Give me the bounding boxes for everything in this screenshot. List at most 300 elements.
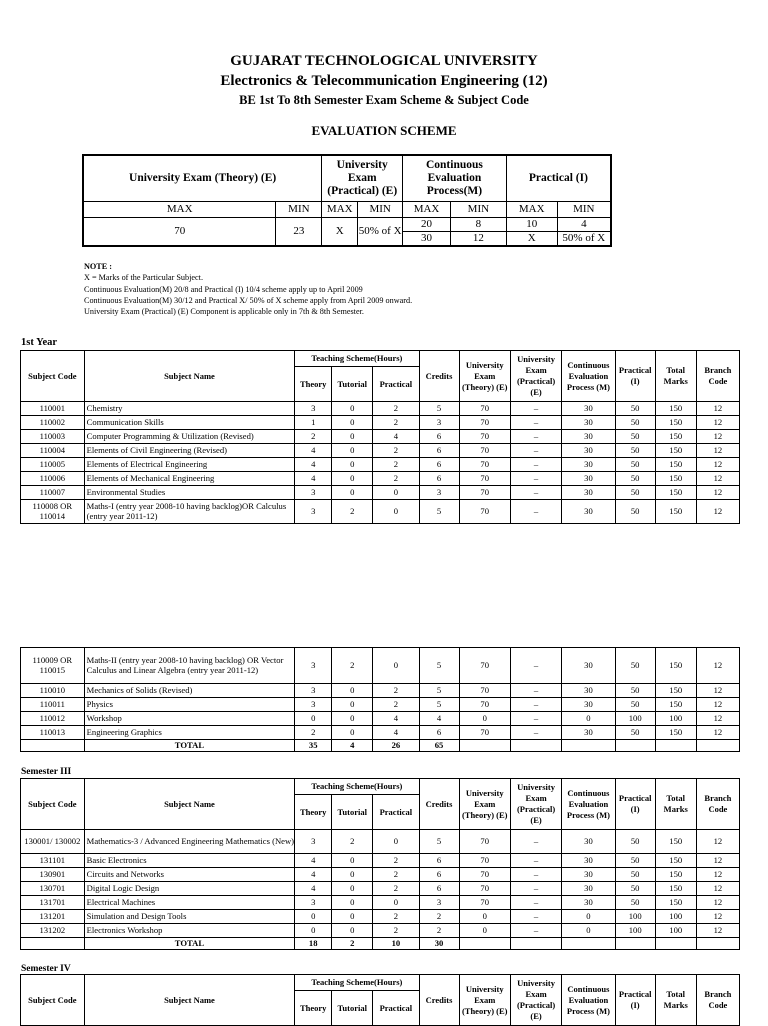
total-row <box>21 740 740 752</box>
theory-hours: 4 <box>295 868 332 882</box>
eval-max-label: MAX <box>506 201 557 217</box>
blank-cell <box>510 740 561 752</box>
table-row <box>21 472 740 486</box>
theory-hours: 4 <box>295 854 332 868</box>
evaluation-scheme-heading: EVALUATION SCHEME <box>311 123 457 138</box>
total-credits: 30 <box>419 938 459 950</box>
theory-hours: 2 <box>295 726 332 740</box>
header-practical-i: Practical (I) <box>615 975 655 1026</box>
credits: 6 <box>419 444 459 458</box>
header-tutorial: Tutorial <box>332 367 373 402</box>
theory-hours: 3 <box>295 698 332 712</box>
practical-hours: 2 <box>373 684 419 698</box>
note-line: Continuous Evaluation(M) 20/8 and Practical (I) 10/4 scheme apply up to April 2009 <box>84 284 363 294</box>
tutorial-hours: 0 <box>332 416 373 430</box>
branch-code: 12 <box>696 416 739 430</box>
branch-code: 12 <box>696 726 739 740</box>
header-practical: Practical <box>373 367 419 402</box>
total-marks: 150 <box>655 472 696 486</box>
cep-marks: 30 <box>562 830 615 854</box>
table-row <box>21 830 740 854</box>
practical-hours: 0 <box>373 500 419 524</box>
subject-code: 131101 <box>21 854 85 868</box>
subject-code: 130701 <box>21 882 85 896</box>
credits: 5 <box>419 698 459 712</box>
first-year-table <box>20 350 740 524</box>
eval-cep-min-2: 12 <box>450 231 506 246</box>
ue-theory-marks: 0 <box>459 712 510 726</box>
subject-name: Communication Skills <box>84 416 295 430</box>
scheme-title: BE 1st To 8th Semester Exam Scheme & Subject Code <box>239 93 529 107</box>
eval-header-continuous: Continuous Evaluation Process(M) <box>403 155 507 201</box>
practical-marks: 100 <box>615 910 655 924</box>
ue-theory-marks: 0 <box>459 924 510 938</box>
tutorial-hours: 0 <box>332 402 373 416</box>
tutorial-hours: 0 <box>332 726 373 740</box>
practical-marks: 50 <box>615 698 655 712</box>
ue-practical-marks: – <box>510 712 561 726</box>
branch-code: 12 <box>696 486 739 500</box>
tutorial-hours: 0 <box>332 882 373 896</box>
blank-cell <box>655 938 696 950</box>
table-row <box>21 726 740 740</box>
practical-marks: 50 <box>615 896 655 910</box>
cep-marks: 30 <box>562 854 615 868</box>
header-theory: Theory <box>295 795 332 830</box>
header-ue-practical: University Exam (Practical) (E) <box>510 779 561 830</box>
header-branch-code: Branch Code <box>696 975 739 1026</box>
ue-theory-marks: 70 <box>459 444 510 458</box>
subject-code: 110009 OR 110015 <box>21 648 85 684</box>
blank-cell <box>459 740 510 752</box>
header-subject-code: Subject Code <box>21 779 85 830</box>
header-teaching-scheme: Teaching Scheme(Hours) <box>295 779 419 795</box>
total-marks: 150 <box>655 868 696 882</box>
practical-hours: 2 <box>373 698 419 712</box>
blank-cell <box>459 938 510 950</box>
university-title: GUJARAT TECHNOLOGICAL UNIVERSITY <box>230 53 538 69</box>
section-semester-4: Semester IV <box>21 964 71 974</box>
header-total-marks: Total Marks <box>655 351 696 402</box>
tutorial-hours: 2 <box>332 500 373 524</box>
subject-name: Circuits and Networks <box>84 868 295 882</box>
tutorial-hours: 0 <box>332 712 373 726</box>
practical-marks: 50 <box>615 868 655 882</box>
blank-cell <box>615 740 655 752</box>
ue-theory-marks: 70 <box>459 472 510 486</box>
tutorial-hours: 0 <box>332 698 373 712</box>
blank-cell <box>510 938 561 950</box>
table-row <box>21 882 740 896</box>
credits: 6 <box>419 854 459 868</box>
subject-code: 110005 <box>21 458 85 472</box>
cep-marks: 30 <box>562 726 615 740</box>
credits: 3 <box>419 486 459 500</box>
total-row <box>21 938 740 950</box>
tutorial-hours: 2 <box>332 830 373 854</box>
credits: 4 <box>419 712 459 726</box>
subject-name: Simulation and Design Tools <box>84 910 295 924</box>
blank-cell <box>21 938 85 950</box>
ue-practical-marks: – <box>510 500 561 524</box>
section-first-year: 1st Year <box>21 337 58 348</box>
credits: 6 <box>419 430 459 444</box>
practical-hours: 2 <box>373 472 419 486</box>
ue-theory-marks: 70 <box>459 416 510 430</box>
table-row <box>21 416 740 430</box>
eval-pr-min-2: 50% of X <box>557 231 611 246</box>
ue-practical-marks: – <box>510 430 561 444</box>
total-tutorial: 2 <box>332 938 373 950</box>
cep-marks: 0 <box>562 924 615 938</box>
credits: 5 <box>419 500 459 524</box>
blank-cell <box>21 740 85 752</box>
subject-code: 110002 <box>21 416 85 430</box>
eval-pr-max-2: X <box>506 231 557 246</box>
subject-code: 131201 <box>21 910 85 924</box>
blank-cell <box>696 740 739 752</box>
ue-practical-marks: – <box>510 416 561 430</box>
tutorial-hours: 0 <box>332 868 373 882</box>
eval-header-practical-exam: University Exam (Practical) (E) <box>322 155 403 201</box>
credits: 6 <box>419 458 459 472</box>
table-row <box>21 910 740 924</box>
eval-min-label: MIN <box>276 201 322 217</box>
cep-marks: 30 <box>562 868 615 882</box>
header-subject-code: Subject Code <box>21 351 85 402</box>
ue-theory-marks: 70 <box>459 430 510 444</box>
theory-hours: 3 <box>295 486 332 500</box>
header-cep: Continuous Evaluation Process (M) <box>562 351 615 402</box>
cep-marks: 0 <box>562 910 615 924</box>
theory-hours: 0 <box>295 910 332 924</box>
cep-marks: 30 <box>562 402 615 416</box>
tutorial-hours: 0 <box>332 896 373 910</box>
practical-marks: 50 <box>615 854 655 868</box>
subject-name: Maths-II (entry year 2008-10 having backlog) OR Vector Calculus and Linear Algebra (entry year 2011-12) <box>84 648 295 684</box>
tutorial-hours: 0 <box>332 458 373 472</box>
header-credits: Credits <box>419 351 459 402</box>
cep-marks: 30 <box>562 458 615 472</box>
total-practical: 26 <box>373 740 419 752</box>
cep-marks: 30 <box>562 444 615 458</box>
ue-practical-marks: – <box>510 402 561 416</box>
ue-practical-marks: – <box>510 882 561 896</box>
total-marks: 150 <box>655 430 696 444</box>
tutorial-hours: 0 <box>332 910 373 924</box>
ue-theory-marks: 70 <box>459 684 510 698</box>
total-credits: 65 <box>419 740 459 752</box>
theory-hours: 3 <box>295 402 332 416</box>
ue-theory-marks: 70 <box>459 896 510 910</box>
branch-code: 12 <box>696 830 739 854</box>
eval-cep-max-1: 20 <box>403 217 451 231</box>
total-marks: 150 <box>655 402 696 416</box>
header-branch-code: Branch Code <box>696 351 739 402</box>
practical-marks: 50 <box>615 486 655 500</box>
subject-code: 131202 <box>21 924 85 938</box>
eval-cep-max-2: 30 <box>403 231 451 246</box>
practical-hours: 2 <box>373 444 419 458</box>
header-subject-name: Subject Name <box>84 975 295 1026</box>
theory-hours: 4 <box>295 472 332 486</box>
header-subject-name: Subject Name <box>84 351 295 402</box>
practical-marks: 50 <box>615 458 655 472</box>
subject-name: Mechanics of Solids (Revised) <box>84 684 295 698</box>
practical-hours: 0 <box>373 830 419 854</box>
credits: 6 <box>419 472 459 486</box>
subject-name: Physics <box>84 698 295 712</box>
total-marks: 150 <box>655 896 696 910</box>
total-marks: 150 <box>655 416 696 430</box>
tutorial-hours: 0 <box>332 472 373 486</box>
total-tutorial: 4 <box>332 740 373 752</box>
credits: 5 <box>419 684 459 698</box>
cep-marks: 0 <box>562 712 615 726</box>
theory-hours: 3 <box>295 648 332 684</box>
tutorial-hours: 0 <box>332 854 373 868</box>
header-branch-code: Branch Code <box>696 779 739 830</box>
theory-hours: 3 <box>295 684 332 698</box>
cep-marks: 30 <box>562 896 615 910</box>
table-row <box>21 854 740 868</box>
cep-marks: 30 <box>562 430 615 444</box>
table-row <box>21 712 740 726</box>
branch-code: 12 <box>696 402 739 416</box>
ue-practical-marks: – <box>510 726 561 740</box>
practical-hours: 4 <box>373 430 419 444</box>
practical-hours: 2 <box>373 910 419 924</box>
note-line: Continuous Evaluation(M) 30/12 and Practical X/ 50% of X scheme apply from April 2009 onward. <box>84 295 413 305</box>
table-row <box>21 698 740 712</box>
semester-3-table <box>20 778 740 950</box>
total-marks: 150 <box>655 458 696 472</box>
practical-hours: 2 <box>373 416 419 430</box>
ue-theory-marks: 70 <box>459 726 510 740</box>
subject-name: Maths-I (entry year 2008-10 having backlog)OR Calculus (entry year 2011-12) <box>84 500 295 524</box>
total-theory: 18 <box>295 938 332 950</box>
header-tutorial: Tutorial <box>332 795 373 830</box>
ue-theory-marks: 70 <box>459 500 510 524</box>
subject-code: 110006 <box>21 472 85 486</box>
eval-pe-max: X <box>322 217 358 246</box>
table-row <box>21 402 740 416</box>
table-row <box>21 868 740 882</box>
subject-code: 110012 <box>21 712 85 726</box>
subject-name: Elements of Mechanical Engineering <box>84 472 295 486</box>
blank-cell <box>562 938 615 950</box>
ue-theory-marks: 0 <box>459 910 510 924</box>
practical-hours: 2 <box>373 402 419 416</box>
subject-code: 110008 OR 110014 <box>21 500 85 524</box>
table-row <box>21 458 740 472</box>
credits: 6 <box>419 726 459 740</box>
tutorial-hours: 0 <box>332 444 373 458</box>
header-cep: Continuous Evaluation Process (M) <box>562 975 615 1026</box>
ue-theory-marks: 70 <box>459 882 510 896</box>
credits: 3 <box>419 416 459 430</box>
ue-practical-marks: – <box>510 684 561 698</box>
theory-hours: 4 <box>295 458 332 472</box>
practical-marks: 100 <box>615 924 655 938</box>
practical-marks: 50 <box>615 472 655 486</box>
ue-practical-marks: – <box>510 854 561 868</box>
practical-marks: 50 <box>615 882 655 896</box>
header-ue-practical: University Exam (Practical) (E) <box>510 351 561 402</box>
ue-practical-marks: – <box>510 648 561 684</box>
total-marks: 150 <box>655 882 696 896</box>
table-row <box>21 924 740 938</box>
subject-code: 131701 <box>21 896 85 910</box>
tutorial-hours: 0 <box>332 430 373 444</box>
ue-practical-marks: – <box>510 910 561 924</box>
header-theory: Theory <box>295 367 332 402</box>
subject-name: Environmental Studies <box>84 486 295 500</box>
practical-hours: 4 <box>373 712 419 726</box>
practical-hours: 2 <box>373 882 419 896</box>
branch-code: 12 <box>696 648 739 684</box>
table-row <box>21 444 740 458</box>
total-marks: 150 <box>655 854 696 868</box>
note-line: University Exam (Practical) (E) Component is applicable only in 7th & 8th Semester. <box>84 307 364 317</box>
practical-marks: 50 <box>615 684 655 698</box>
header-ue-theory: University Exam (Theory) (E) <box>459 779 510 830</box>
header-cep: Continuous Evaluation Process (M) <box>562 779 615 830</box>
subject-name: Basic Electronics <box>84 854 295 868</box>
cep-marks: 30 <box>562 486 615 500</box>
header-practical-i: Practical (I) <box>615 779 655 830</box>
total-marks: 100 <box>655 712 696 726</box>
subject-name: Workshop <box>84 712 295 726</box>
ue-theory-marks: 70 <box>459 698 510 712</box>
branch-code: 12 <box>696 430 739 444</box>
total-marks: 150 <box>655 830 696 854</box>
blank-cell <box>615 938 655 950</box>
header-tutorial: Tutorial <box>332 991 373 1026</box>
first-year-table-continued <box>20 647 740 752</box>
total-marks: 100 <box>655 910 696 924</box>
eval-max-label: MAX <box>83 201 276 217</box>
practical-hours: 4 <box>373 726 419 740</box>
ue-practical-marks: – <box>510 472 561 486</box>
eval-cep-min-1: 8 <box>450 217 506 231</box>
ue-practical-marks: – <box>510 444 561 458</box>
header-credits: Credits <box>419 779 459 830</box>
practical-marks: 50 <box>615 402 655 416</box>
total-marks: 150 <box>655 486 696 500</box>
practical-marks: 50 <box>615 416 655 430</box>
practical-marks: 50 <box>615 830 655 854</box>
branch-code: 12 <box>696 924 739 938</box>
subject-code: 130001/ 130002 <box>21 830 85 854</box>
semester-4-table <box>20 974 740 1026</box>
branch-code: 12 <box>696 712 739 726</box>
eval-pr-min-1: 4 <box>557 217 611 231</box>
header-ue-practical: University Exam (Practical) (E) <box>510 975 561 1026</box>
practical-marks: 50 <box>615 500 655 524</box>
branch-code: 12 <box>696 868 739 882</box>
cep-marks: 30 <box>562 882 615 896</box>
credits: 2 <box>419 924 459 938</box>
ue-practical-marks: – <box>510 924 561 938</box>
credits: 2 <box>419 910 459 924</box>
header-practical: Practical <box>373 795 419 830</box>
subject-code: 110013 <box>21 726 85 740</box>
subject-code: 110011 <box>21 698 85 712</box>
ue-practical-marks: – <box>510 698 561 712</box>
total-theory: 35 <box>295 740 332 752</box>
total-practical: 10 <box>373 938 419 950</box>
total-label: TOTAL <box>84 740 295 752</box>
ue-practical-marks: – <box>510 830 561 854</box>
total-marks: 150 <box>655 444 696 458</box>
subject-name: Elements of Electrical Engineering <box>84 458 295 472</box>
subject-name: Elements of Civil Engineering (Revised) <box>84 444 295 458</box>
theory-hours: 0 <box>295 712 332 726</box>
header-ue-theory: University Exam (Theory) (E) <box>459 351 510 402</box>
ue-theory-marks: 70 <box>459 648 510 684</box>
subject-code: 110007 <box>21 486 85 500</box>
header-subject-name: Subject Name <box>84 779 295 830</box>
subject-name: Chemistry <box>84 402 295 416</box>
subject-code: 110003 <box>21 430 85 444</box>
branch-code: 12 <box>696 882 739 896</box>
table-row <box>21 684 740 698</box>
table-row <box>21 648 740 684</box>
eval-header-practical: Practical (I) <box>506 155 611 201</box>
practical-hours: 0 <box>373 896 419 910</box>
blank-cell <box>562 740 615 752</box>
total-marks: 150 <box>655 698 696 712</box>
total-marks: 150 <box>655 684 696 698</box>
header-credits: Credits <box>419 975 459 1026</box>
eval-pr-max-1: 10 <box>506 217 557 231</box>
header-ue-theory: University Exam (Theory) (E) <box>459 975 510 1026</box>
cep-marks: 30 <box>562 698 615 712</box>
cep-marks: 30 <box>562 472 615 486</box>
section-semester-3: Semester III <box>21 767 72 777</box>
header-practical: Practical <box>373 991 419 1026</box>
ue-theory-marks: 70 <box>459 486 510 500</box>
ue-practical-marks: – <box>510 486 561 500</box>
eval-theory-max: 70 <box>83 217 276 246</box>
eval-min-label: MIN <box>557 201 611 217</box>
note-line: X = Marks of the Particular Subject. <box>84 273 203 283</box>
tutorial-hours: 2 <box>332 648 373 684</box>
credits: 6 <box>419 882 459 896</box>
table-row <box>21 896 740 910</box>
ue-theory-marks: 70 <box>459 854 510 868</box>
credits: 5 <box>419 402 459 416</box>
evaluation-scheme-table <box>82 154 612 247</box>
total-marks: 150 <box>655 726 696 740</box>
ue-theory-marks: 70 <box>459 458 510 472</box>
branch-title: Electronics & Telecommunication Engineering (12) <box>220 73 548 89</box>
subject-name: Computer Programming & Utilization (Revised) <box>84 430 295 444</box>
practical-hours: 2 <box>373 854 419 868</box>
total-marks: 100 <box>655 924 696 938</box>
table-row <box>21 486 740 500</box>
theory-hours: 3 <box>295 830 332 854</box>
branch-code: 12 <box>696 896 739 910</box>
ue-theory-marks: 70 <box>459 868 510 882</box>
eval-header-theory: University Exam (Theory) (E) <box>83 155 322 201</box>
branch-code: 12 <box>696 472 739 486</box>
subject-code: 110004 <box>21 444 85 458</box>
header-total-marks: Total Marks <box>655 975 696 1026</box>
cep-marks: 30 <box>562 684 615 698</box>
theory-hours: 0 <box>295 924 332 938</box>
